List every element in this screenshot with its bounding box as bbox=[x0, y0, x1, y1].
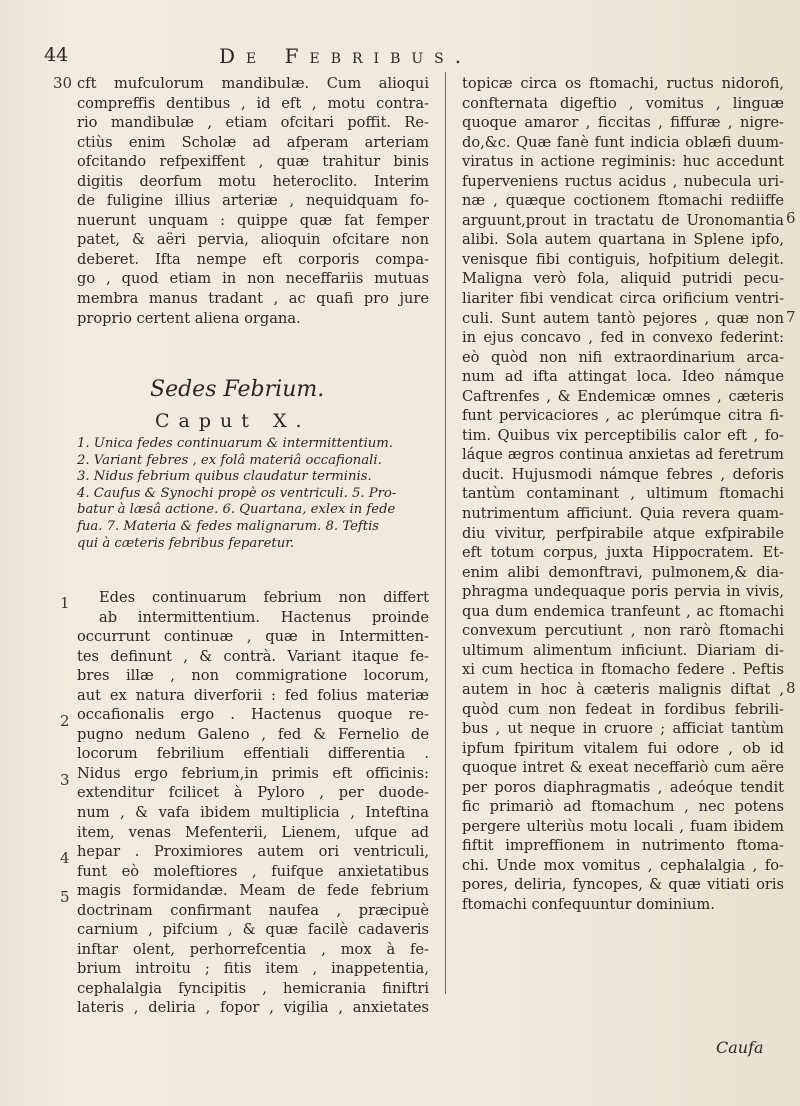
text-line: doctrinam confirmant naufea , præcipuè bbox=[77, 901, 429, 919]
text-line: per poros diaphragmatis , adeóque tendit bbox=[462, 778, 784, 796]
text-line: quoque amaror , ficcitas , fiffuræ , nigre- bbox=[462, 114, 784, 132]
text-line: convexum percutiunt , non rarò ftomachi bbox=[462, 622, 784, 640]
text-line: confternata digeftio , vomitus , linguæ bbox=[462, 94, 784, 112]
text-line: diu vivitur, perfpirabile atque exfpirabile bbox=[462, 524, 784, 542]
text-line: membra manus tradant , ac quafi pro jure bbox=[77, 290, 429, 308]
text-line: funt eò moleftiores , fuifque anxietatibus bbox=[77, 862, 429, 880]
text-line: autem in hoc à cæteris malignis diftat , bbox=[462, 680, 784, 698]
text-line: go , quod etiam in non neceffariis mutuas bbox=[77, 270, 429, 288]
text-line: ipfum fpiritum vitalem fui odore , ob id bbox=[462, 739, 784, 757]
column-divider bbox=[445, 72, 446, 994]
text-line: ducit. Hujusmodi námque febres , deforis bbox=[462, 465, 784, 483]
text-line: extenditur fcilicet à Pyloro , per duode- bbox=[77, 784, 429, 802]
text-line: num ad ifta attingat loca. Ideo námque bbox=[462, 368, 784, 386]
text-line: inftar olent, perhorrefcentia , mox à fe- bbox=[77, 940, 429, 958]
text-line: qua dum endemica tranfeunt , ac ftomachi bbox=[462, 602, 784, 620]
text-line: cft mufculorum mandibulæ. Cum alioqui bbox=[77, 75, 429, 92]
text-line: de fuligine illius arteriæ , nequidquam fo- bbox=[77, 192, 429, 210]
text-line: eò quòd non nifi extraordinarium arca- bbox=[462, 348, 784, 366]
text-line: magis formidandæ. Meam de fede febrium bbox=[77, 882, 429, 900]
text-line: pores, deliria, fyncopes, & quæ vitiati oris bbox=[462, 876, 784, 894]
text-line: pergere ulteriùs motu locali , fuam ibidem bbox=[462, 817, 784, 835]
text-line: quoque intret & exeat neceffariò cum aëre bbox=[462, 759, 784, 777]
catchword: Caufa bbox=[716, 1038, 764, 1057]
chapter-title: Caput X. bbox=[155, 410, 311, 432]
text-line: num , & vafa ibidem multiplicia , Inteftina bbox=[77, 804, 429, 822]
text-line: ultimum alimentum inficiunt. Diariam di- bbox=[462, 641, 784, 659]
text-line: patet, & aëri pervia, alioquin ofcitare non bbox=[77, 231, 429, 249]
text-line: aut ex natura diverforii : fed folius materiæ bbox=[77, 686, 429, 704]
text-line: nutrimentum afficiunt. Quia revera quam- bbox=[462, 505, 784, 523]
summary-line: fua. 7. Materia & fedes malignarum. 8. Teftis bbox=[77, 518, 380, 534]
text-line: viratus in actione regiminis: huc accedunt bbox=[462, 153, 784, 171]
text-line: hepar . Proximiores autem ori ventriculi, bbox=[77, 843, 429, 861]
text-line: bres illæ , non commigratione locorum, bbox=[77, 667, 429, 685]
text-line: brium introitu ; fitis item , inappetentia, bbox=[77, 960, 429, 978]
left-column-body bbox=[77, 588, 429, 1018]
text-line: do,&c. Quæ fanè funt indicia oblæfi duum- bbox=[462, 133, 784, 151]
text-line: fic primariò ad ftomachum , nec potens bbox=[462, 798, 784, 816]
text-line: enim alibi demonftravi, pulmonem,& dia- bbox=[462, 563, 784, 581]
text-line: nuerunt unquam : quippe quæ fat femper bbox=[77, 211, 429, 229]
text-line: ftomachi confequuntur dominium. bbox=[462, 895, 715, 913]
summary-line: batur à læsâ actione. 6. Quartana, exlex in fede bbox=[77, 502, 396, 518]
text-line: chi. Unde mox vomitus , cephalalgia , fo- bbox=[462, 856, 784, 874]
text-line: ctiùs enim Scholæ ad afperam arteriam bbox=[77, 133, 429, 151]
text-line: láque ægros continua anxietas ad feretrum bbox=[462, 446, 784, 464]
text-line: fuperveniens ructus acidus , nubecula uri- bbox=[462, 172, 784, 190]
margin-number-7: 7 bbox=[786, 308, 796, 326]
margin-number-5: 5 bbox=[60, 888, 70, 906]
summary-line: 2. Variant febres , ex folâ materiâ occafionali. bbox=[77, 452, 382, 468]
summary-line: 3. Nidus febrium quibus claudatur terminis. bbox=[77, 469, 372, 485]
margin-number-30: 30 bbox=[53, 74, 73, 92]
page-number: 44 bbox=[44, 44, 69, 66]
text-line: Nidus ergo febrium,in primis eft officinis: bbox=[77, 764, 429, 782]
text-line: liariter fibi vendicat circa orificium ventri- bbox=[462, 290, 784, 308]
text-line: eft totum corpus, juxta Hippocratem. Et- bbox=[462, 544, 784, 562]
text-line: xi cum hectica in ftomacho federe . Peftis bbox=[462, 661, 784, 679]
text-line: rio mandibulæ , etiam ofcitari poffit. Re- bbox=[77, 114, 429, 132]
margin-number-2: 2 bbox=[60, 712, 70, 730]
text-line: item, venas Mefenterii, Lienem, ufque ad bbox=[77, 823, 429, 841]
summary-line: qui à cæteris febribus feparetur. bbox=[77, 535, 295, 551]
text-line: phragma undequaque poris pervia in vivis, bbox=[462, 583, 784, 601]
text-line: in ejus concavo , fed in convexo federint: bbox=[462, 329, 784, 347]
text-line: quòd cum non fedeat in fordibus febrili- bbox=[462, 700, 784, 718]
text-line: ab intermittentium. Hactenus proinde bbox=[99, 608, 429, 626]
text-line: fiftit impreffionem in nutrimento ftoma- bbox=[462, 837, 784, 855]
text-line: carnium , pifcium , & quæ facilè cadaveris bbox=[77, 921, 429, 939]
margin-number-3: 3 bbox=[60, 771, 70, 789]
margin-number-6: 6 bbox=[786, 209, 796, 227]
margin-number-1: 1 bbox=[60, 594, 70, 612]
text-line: occafionalis ergo . Hactenus quoque re- bbox=[77, 706, 429, 724]
text-line: deberet. Ifta nempe eft corporis compa- bbox=[77, 250, 429, 268]
text-line: Maligna verò fola, aliquid putridi pecu- bbox=[462, 270, 784, 288]
margin-number-8: 8 bbox=[786, 679, 796, 697]
text-line: næ , quæque coctionem ftomachi rediiffe bbox=[462, 192, 784, 210]
text-line: culi. Sunt autem tantò pejores , quæ non bbox=[462, 309, 784, 327]
right-column bbox=[462, 74, 784, 915]
left-column-top bbox=[77, 74, 429, 328]
summary-line: 4. Caufus & Synochi propè os ventriculi. 5. Pro- bbox=[77, 485, 397, 501]
page-header bbox=[44, 44, 744, 70]
text-line: bus , ut neque in cruore ; afficiat tantùm bbox=[462, 720, 784, 738]
text-line: funt pervicaciores , ac plerúmque citra fi- bbox=[462, 407, 784, 425]
section-heading: Sedes Febrium. bbox=[150, 377, 325, 402]
text-line: Caftrenfes , & Endemicæ omnes , cæteris bbox=[462, 387, 784, 405]
text-line: alibi. Sola autem quartana in Splene ipfo, bbox=[462, 231, 784, 249]
margin-number-4: 4 bbox=[60, 849, 70, 867]
text-line: digitis deorfum motu heteroclito. Interim bbox=[77, 172, 429, 190]
text-line: occurrunt continuæ , quæ in Intermitten- bbox=[77, 628, 429, 646]
text-line: topicæ circa os ftomachi, ructus nidorofi, bbox=[462, 75, 784, 92]
text-line: pugno nedum Galeno , fed & Fernelio de bbox=[77, 725, 429, 743]
text-line: proprio certent aliena organa. bbox=[77, 309, 301, 327]
text-line: tantùm contaminant , ultimum ftomachi bbox=[462, 485, 784, 503]
summary-line: 1. Unica fedes continuarum & intermittentium. bbox=[77, 436, 393, 451]
text-line: lateris , deliria , fopor , vigilia , anxietates bbox=[77, 999, 429, 1017]
text-line: cephalalgia fyncipitis , hemicrania finiftri bbox=[77, 979, 429, 997]
running-title: De Febribus. bbox=[219, 44, 473, 68]
text-line: tes definunt , & contrà. Variant itaque fe- bbox=[77, 647, 429, 665]
chapter-summary bbox=[77, 436, 433, 552]
text-line: tim. Quibus vix perceptibilis calor eft , fo- bbox=[462, 426, 784, 444]
text-line: venisque fibi contiguis, hofpitium delegit. bbox=[462, 250, 784, 268]
text-line: compreffis dentibus , id eft , motu contra- bbox=[77, 94, 429, 112]
text-line: locorum febrilium effentiali differentia . bbox=[77, 745, 429, 763]
text-line: ofcitando refpexiffent , quæ trahitur binis bbox=[77, 153, 429, 171]
text-line: arguunt,prout in tractatu de Uronomantia bbox=[462, 211, 784, 229]
text-line: Edes continuarum febrium non differt bbox=[99, 589, 429, 606]
